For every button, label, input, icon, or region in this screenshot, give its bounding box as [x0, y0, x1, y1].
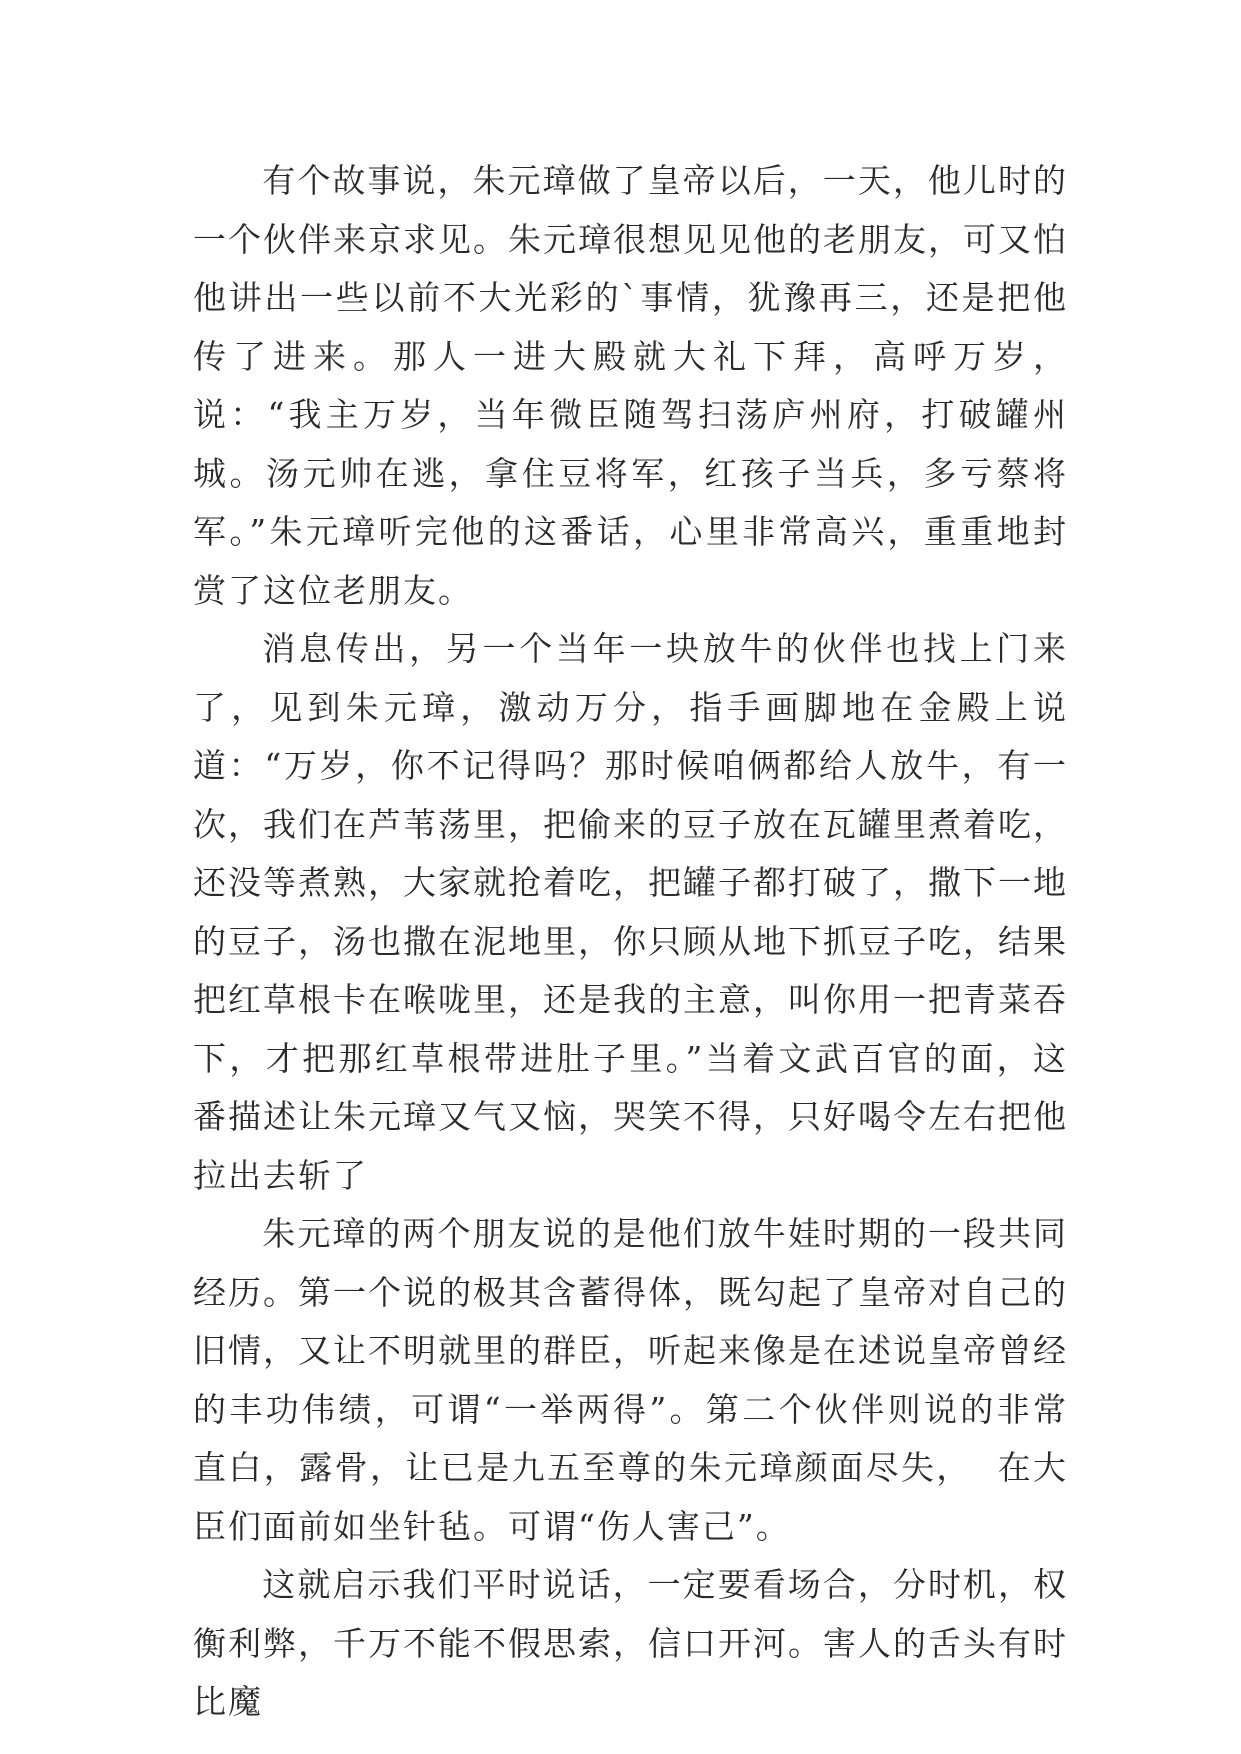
- paragraph-4: 这就启示我们平时说话，一定要看场合，分时机，权衡利弊，千万不能不假思索，信口开河。害人的舌头有时比魔: [193, 1565, 1068, 1721]
- paragraph-3: 朱元璋的两个朋友说的是他们放牛娃时期的一段共同经历。第一个说的极其含蓄得体，既勾起了皇帝对自己的旧情，又让不明就里的群臣，听起来像是在述说皇帝曾经的丰功伟绩，可谓“一举两得”。第二个伙伴则说的非常直白，露骨，让已是九五至尊的朱元璋颜面尽失， 在大臣们面前如坐针毡。可谓“伤人害己”。: [193, 1214, 1068, 1546]
- document-body: [193, 152, 1068, 1732]
- paragraph-1: 有个故事说，朱元璋做了皇帝以后，一天，他儿时的一个伙伴来京求见。朱元璋很想见见他的老朋友，可又怕他讲出一些以前不大光彩的`事情，犹豫再三，还是把他传了进来。那人一进大殿就大礼下拜，高呼万岁，说：“我主万岁，当年微臣随驾扫荡庐州府，打破罐州城。汤元帅在逃，拿住豆将军，红孩子当兵，多亏蔡将军。”朱元璋听完他的这番话，心里非常高兴，重重地封赏了这位老朋友。: [193, 161, 1068, 610]
- paragraph-2: 消息传出，另一个当年一块放牛的伙伴也找上门来了，见到朱元璋，激动万分，指手画脚地在金殿上说道：“万岁，你不记得吗？那时候咱俩都给人放牛，有一次，我们在芦苇荡里，把偷来的豆子放在瓦罐里煮着吃，还没等煮熟，大家就抢着吃，把罐子都打破了，撒下一地的豆子，汤也撒在泥地里，你只顾从地下抓豆子吃，结果把红草根卡在喉咙里，还是我的主意，叫你用一把青菜吞下，才把那红草根带进肚子里。”当着文武百官的面，这番描述让朱元璋又气又恼，哭笑不得，只好喝令左右把他拉出去斩了: [193, 629, 1068, 1195]
